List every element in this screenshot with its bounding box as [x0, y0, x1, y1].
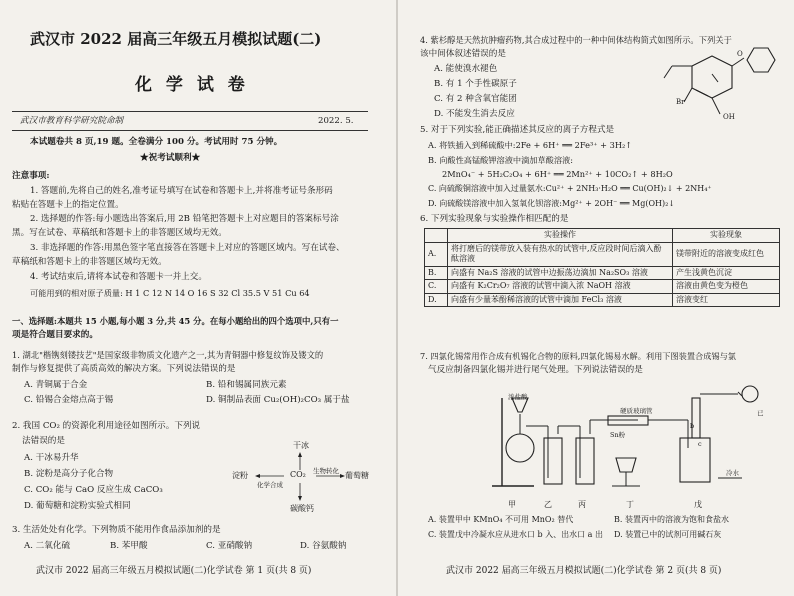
question-stem: 法错误的是 — [22, 436, 65, 446]
page-footer: 武汉市 2022 届高三年级五月模拟试题(二)化学试卷 第 1 页(共 8 页) — [36, 566, 312, 576]
option-b: B. 有 1 个手性碳原子 — [434, 79, 517, 89]
header-cell — [425, 229, 448, 243]
exam-date: 2022. 5. — [318, 116, 354, 126]
apparatus-label: 乙 — [544, 500, 552, 509]
publisher: 武汉市教育科学研究院命制 — [20, 116, 124, 126]
node-glucose: 葡萄糖 — [345, 471, 369, 480]
option-b: B. 苯甲酸 — [110, 541, 148, 551]
option-c: C. 装置戊中冷凝水应从进水口 b 入、出水口 a 出 — [428, 530, 603, 539]
experiment-table — [424, 228, 780, 307]
exam-intro: 本试题卷共 8 页,19 题。全卷满分 100 分。考试用时 75 分钟。 — [30, 137, 283, 147]
option-b: B. 向酸性高锰酸钾溶液中滴加草酸溶液: — [428, 155, 573, 165]
header-cell: 实验操作 — [448, 229, 673, 243]
notes-title: 注意事项: — [12, 171, 50, 181]
exam-title: 武汉市 2022 届高三年级五月模拟试题(二) — [30, 30, 322, 48]
option-b: B. 淀粉是高分子化合物 — [24, 469, 114, 479]
question-stem: 7. 四氯化锡常用作合成有机锡化合物的原料,四氯化锡易水解。利用下图装置合成锡与氯 — [420, 351, 736, 361]
apparatus-label: 丙 — [578, 500, 586, 509]
label-tin-powder: Sn粉 — [610, 431, 626, 439]
divider — [12, 130, 368, 131]
option-d: D. 谷氨酸钠 — [300, 541, 347, 551]
section-heading: 一、选择题:本题共 15 小题,每小题 3 分,共 45 分。在每小题给出的四个选项中,只有一 — [12, 316, 339, 326]
table-row — [425, 280, 780, 294]
apparatus-label: 丁 — [626, 500, 634, 509]
option-d: D. 铜制品表面 Cu₂(OH)₂CO₃ 属于盐 — [206, 395, 350, 405]
option-c: C. 向硫酸铜溶液中加入过量氨水:Cu²⁺ + 2NH₃·H₂O ══ Cu(OH)₂↓ + 2NH₄⁺ — [428, 184, 712, 193]
note-line: 粘贴在答题卡上的指定位置。 — [12, 200, 124, 210]
node-dry-ice: 干冰 — [293, 441, 309, 450]
option-a: A. 能使溴水褪色 — [434, 64, 498, 74]
header-cell: 实验现象 — [673, 229, 780, 243]
row-label: B. — [425, 266, 448, 280]
option-b-equation: 2MnO₄⁻ + 5H₂C₂O₄ + 6H⁺ ══ 2Mn²⁺ + 10CO₂↑ + 8H₂O — [442, 169, 673, 179]
question-stem: 3. 生活处处有化学。下列物质不能用作食品添加剂的是 — [12, 525, 221, 535]
subject-title: 化 学 试 卷 — [135, 75, 249, 95]
option-d: D. 不能发生消去反应 — [434, 109, 515, 119]
option-b: B. 铅和锡属同族元素 — [206, 380, 287, 390]
question-stem: 制作与修复提供了高质高效的解决方案。下列说法错误的是 — [12, 364, 236, 374]
row-label: C. — [425, 280, 448, 294]
table-header — [425, 229, 780, 243]
question-stem: 该中间体叙述错误的是 — [420, 49, 506, 59]
row-label: D. — [425, 293, 448, 307]
exam-page-1 — [0, 0, 396, 596]
label-ji: 已 — [757, 409, 764, 417]
question-stem: 4. 紫杉醇是天然抗肿瘤药物,其合成过程中的一种中间体结构简式如图所示。下列关于 — [420, 35, 732, 45]
option-a: A. 二氧化硫 — [24, 541, 71, 551]
question-stem: 1. 湖北"楷镌刻镂技艺"是国家级非物质文化遗产之一,其为青铜器中修复纹饰及镂文的 — [12, 350, 324, 360]
operation-cell: 向盛有少量苯酚稀溶液的试管中滴加 FeCl₃ 溶液 — [448, 293, 673, 307]
good-luck-line: ★祝考试顺利★ — [140, 153, 201, 163]
table-row — [425, 242, 780, 266]
note-line: 3. 非选择题的作答:用黑色签字笔直接答在答题卡上对应的答题区域内。写在试卷、 — [30, 243, 345, 253]
note-line: 1. 答题前,先将自己的姓名,准考证号填写在试卷和答题卡上,并将准考证号条形码 — [30, 186, 333, 196]
atom-label-oh: OH — [723, 113, 735, 121]
phenomenon-cell: 产生浅黄色沉淀 — [673, 266, 780, 280]
option-a: A. 装置甲中 KMnO₄ 不可用 MnO₂ 替代 — [428, 515, 574, 524]
operation-cell: 将打磨后的镁带放入装有热水的试管中,反应段时间后滴入酚酞溶液 — [448, 242, 673, 266]
option-d: D. 装置已中的试剂可用碱石灰 — [614, 530, 722, 539]
section-heading: 项是符合题目要求的。 — [12, 330, 98, 340]
page-footer: 武汉市 2022 届高三年级五月模拟试题(二)化学试卷 第 2 页(共 8 页) — [446, 566, 722, 576]
question-stem: 6. 下列实验现象与实验操作相匹配的是 — [420, 214, 569, 224]
label-c: c — [698, 440, 702, 448]
option-c: C. 亚硝酸钠 — [206, 541, 253, 551]
label-cold-water: 冷水 — [726, 469, 739, 477]
table-row — [425, 293, 780, 307]
option-c: C. 铅锡合金熔点高于锡 — [24, 395, 114, 405]
note-line: 黑。写在试卷、草稿纸和答题卡上的非答题区域均无效。 — [12, 228, 227, 238]
atomic-masses: 可能用到的相对原子质量: H 1 C 12 N 14 O 16 S 32 Cl 35.5 V 51 Cu 64 — [30, 288, 310, 298]
label-glass-tube: 硬质玻璃管 — [620, 407, 653, 415]
option-b: B. 装置丙中的溶液为饱和食盐水 — [614, 515, 729, 524]
label-b: b — [690, 422, 695, 430]
option-d: D. 葡萄糖和淀粉实验式相同 — [24, 501, 131, 511]
question-stem: 气反应制备四氯化锡并进行尾气处理。下列说法错误的是 — [428, 365, 643, 375]
atom-label-o: O — [737, 50, 743, 58]
question-stem: 5. 对于下列实验,能正确描述其反应的离子方程式是 — [420, 125, 615, 135]
molecule-structure — [648, 44, 788, 124]
node-starch: 淀粉 — [232, 471, 248, 480]
option-a: A. 将铁插入到稀硫酸中:2Fe + 6H⁺ ══ 2Fe³⁺ + 3H₂↑ — [428, 140, 633, 150]
note-line: 2. 选择题的作答:每小题选出答案后,用 2B 铅笔把答题卡上对应题目的答案标号涂 — [30, 214, 339, 224]
exam-page-2 — [398, 0, 794, 596]
apparatus-diagram — [488, 378, 788, 498]
option-d: D. 向硫酸镁溶液中加入氢氧化钡溶液:Mg²⁺ + 2OH⁻ ══ Mg(OH)₂↓ — [428, 199, 676, 208]
question-stem: 2. 我国 CO₂ 的资源化利用途径如图所示。下列说 — [12, 421, 201, 431]
note-line: 草稿纸和答题卡上的非答题区域均无效。 — [12, 257, 167, 267]
label-hcl-funnel: 浓盐酸 — [508, 393, 528, 401]
option-a: A. 干冰易升华 — [24, 453, 79, 463]
edge-label: 化学合成 — [257, 481, 283, 489]
option-c: C. 有 2 种含氧官能团 — [434, 94, 517, 104]
operation-cell: 向盛有 Na₂S 溶液的试管中边振荡边滴加 Na₂SO₃ 溶液 — [448, 266, 673, 280]
edge-label: 生物转化 — [313, 467, 339, 475]
node-co2: CO₂ — [290, 470, 306, 479]
atom-label-br: Br — [676, 98, 685, 106]
option-a: A. 青铜属于合金 — [24, 380, 88, 390]
apparatus-label: 戊 — [694, 500, 702, 509]
table-row — [425, 266, 780, 280]
note-line: 4. 考试结束后,请将本试卷和答题卡一并上交。 — [30, 272, 207, 282]
option-c: C. CO₂ 能与 CaO 反应生成 CaCO₃ — [24, 485, 163, 495]
divider — [12, 111, 368, 112]
row-label: A. — [425, 242, 448, 266]
apparatus-label: 甲 — [508, 500, 516, 509]
phenomenon-cell: 镁带附近的溶液变成红色 — [673, 242, 780, 266]
node-calcium-carbonate: 碳酸钙 — [290, 504, 314, 513]
phenomenon-cell: 溶液由黄色变为橙色 — [673, 280, 780, 294]
phenomenon-cell: 溶液变红 — [673, 293, 780, 307]
operation-cell: 向盛有 K₂Cr₂O₇ 溶液的试管中滴入浓 NaOH 溶液 — [448, 280, 673, 294]
